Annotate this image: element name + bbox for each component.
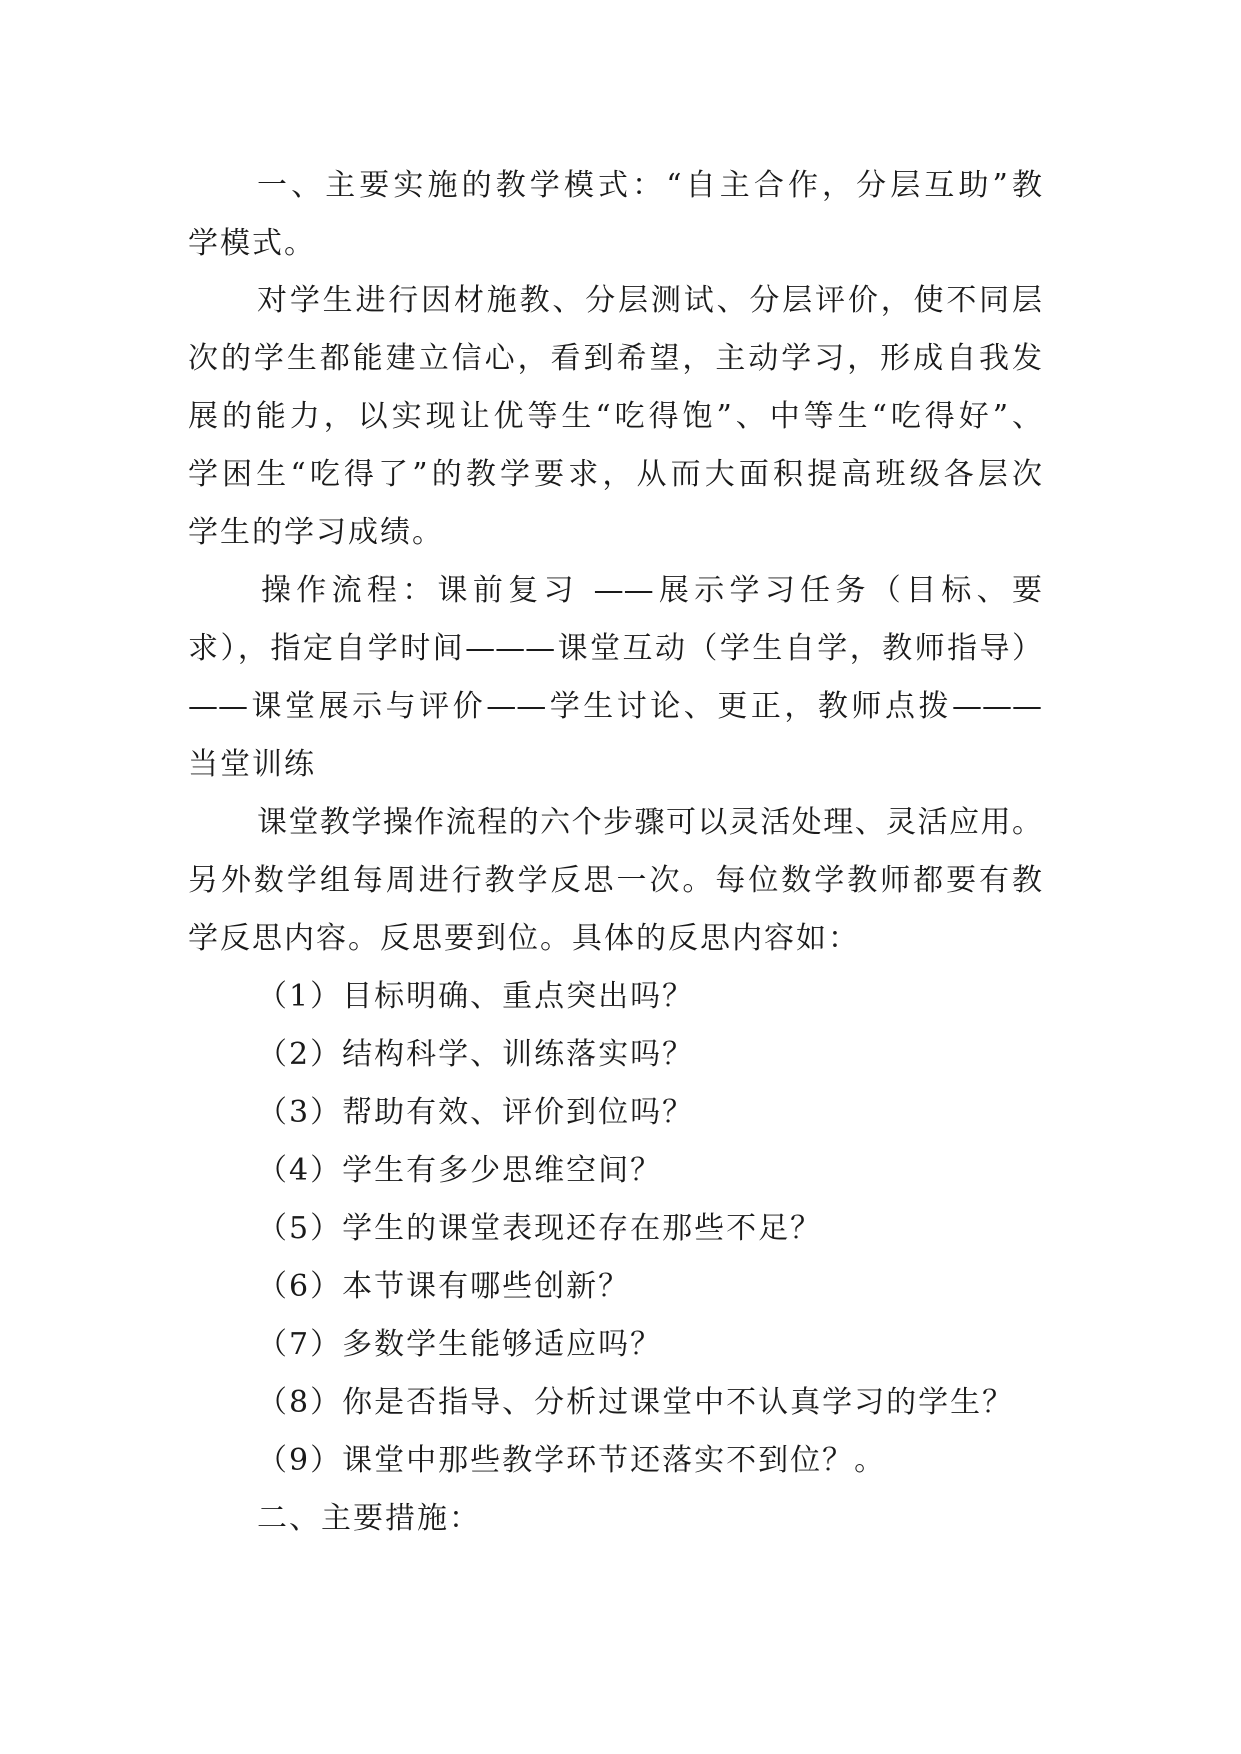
list-item: （3）帮助有效、评价到位吗？: [257, 1095, 695, 1130]
list-item: （7）多数学生能够适应吗？: [257, 1327, 663, 1362]
list-item: （9）课堂中那些教学环节还落实不到位？。: [257, 1443, 887, 1478]
list-item: （8）你是否指导、分析过课堂中不认真学习的学生？: [257, 1385, 1015, 1420]
list-item: （6）本节课有哪些创新？: [257, 1269, 631, 1304]
paragraph-line: 学困生“吃得了”的教学要求，从而大面积提高班级各层次: [188, 457, 1042, 492]
paragraph-line: 展的能力，以实现让优等生“吃得饱”、中等生“吃得好”、: [188, 399, 1042, 434]
paragraph-line: 另外数学组每周进行教学反思一次。每位数学教师都要有教: [188, 863, 1042, 898]
section-heading-2: 二、主要措施：: [257, 1501, 481, 1536]
paragraph-line: 次的学生都能建立信心，看到希望，主动学习，形成自我发: [188, 341, 1042, 376]
paragraph-line: 操作流程：课前复习 ——展示学习任务（目标、要: [261, 573, 1042, 608]
paragraph-line: 求），指定自学时间———课堂互动（学生自学，教师指导）: [188, 631, 1042, 666]
section-heading-1: 一、主要实施的教学模式：“自主合作，分层互助”教: [257, 168, 1042, 203]
paragraph-line: 学生的学习成绩。: [188, 515, 444, 550]
paragraph-line: 学反思内容。反思要到位。具体的反思内容如：: [188, 921, 860, 956]
paragraph-line: 学模式。: [188, 226, 316, 261]
paragraph-line: ——课堂展示与评价——学生讨论、更正，教师点拨———: [188, 689, 1042, 724]
list-item: （2）结构科学、训练落实吗？: [257, 1037, 695, 1072]
paragraph-line: 课堂教学操作流程的六个步骤可以灵活处理、灵活应用。: [257, 805, 1042, 840]
list-item: （5）学生的课堂表现还存在那些不足？: [257, 1211, 823, 1246]
paragraph-line: 当堂训练: [188, 747, 316, 782]
paragraph-line: 对学生进行因材施教、分层测试、分层评价，使不同层: [257, 283, 1042, 318]
list-item: （1）目标明确、重点突出吗？: [257, 979, 695, 1014]
list-item: （4）学生有多少思维空间？: [257, 1153, 663, 1188]
